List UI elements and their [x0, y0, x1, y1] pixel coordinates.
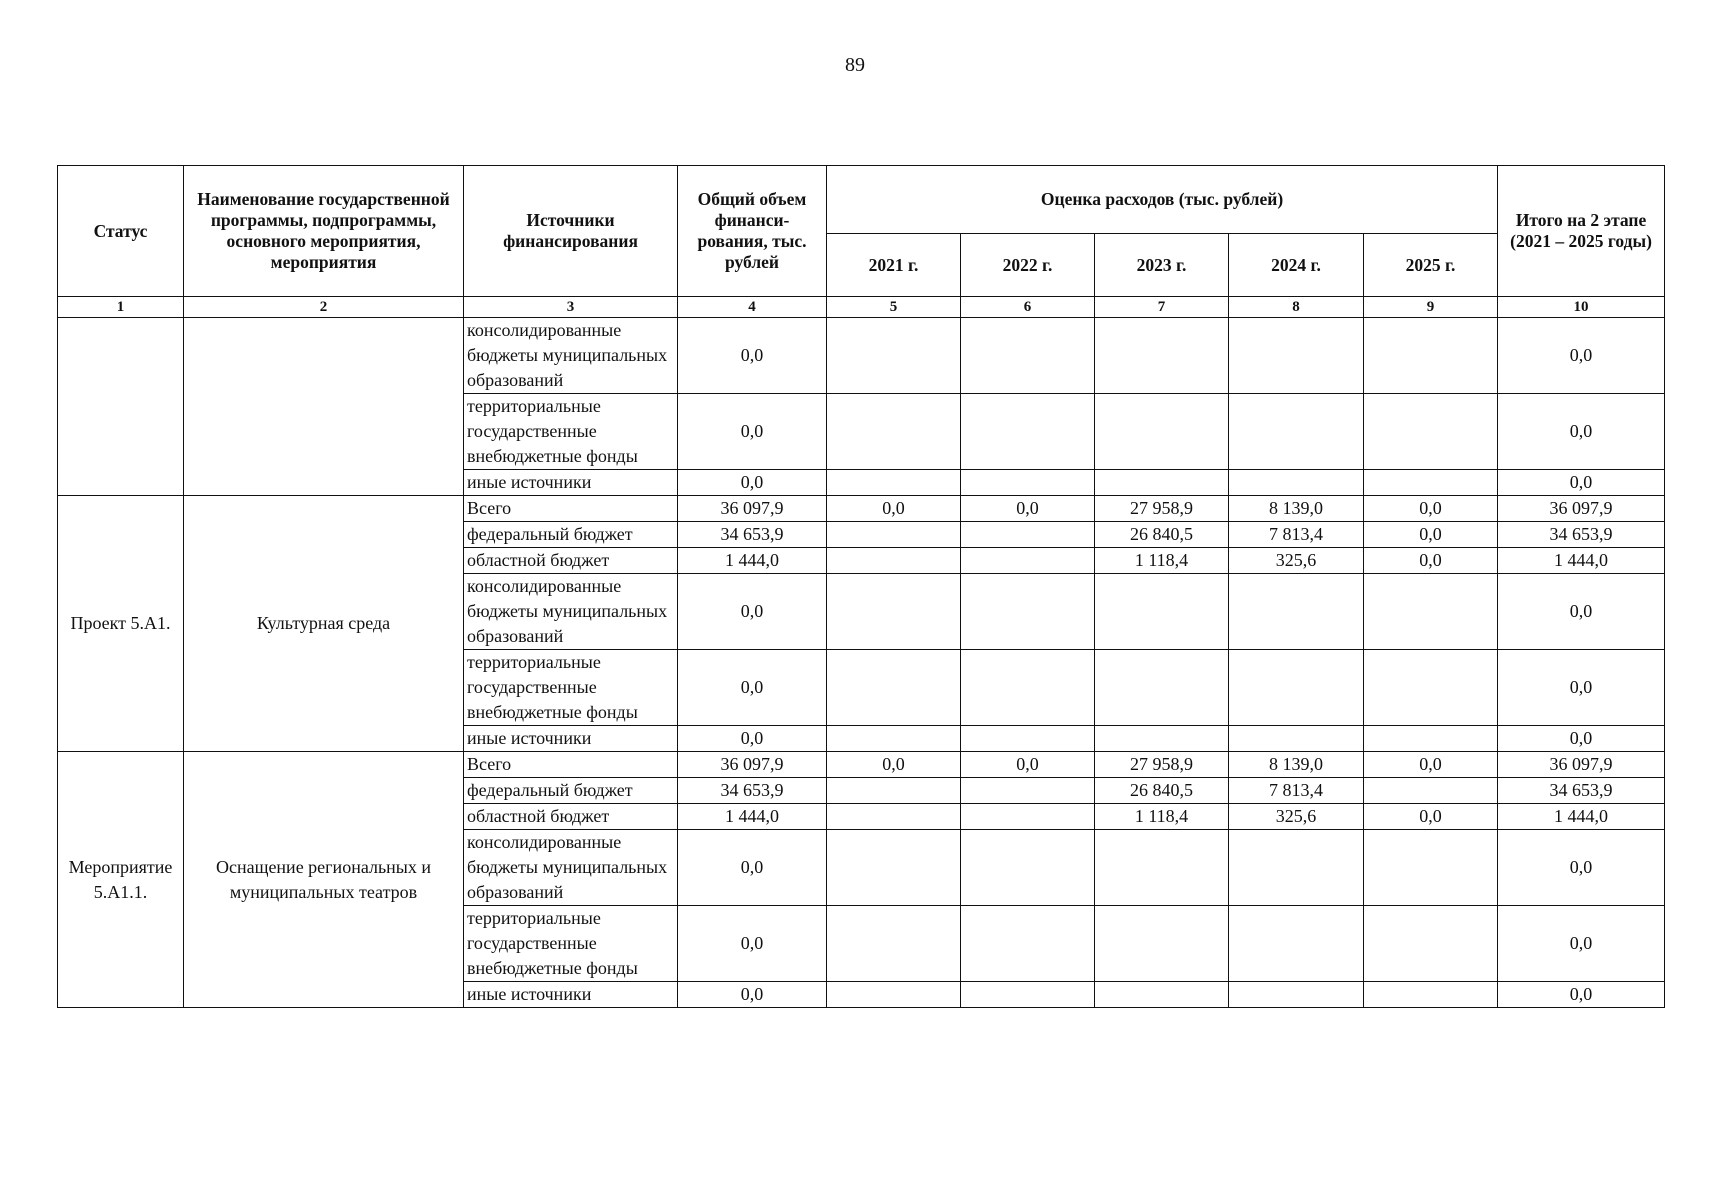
value-cell-y2024 — [1229, 318, 1364, 394]
value-cell-y2022 — [961, 470, 1095, 496]
header-estimate: Оценка расходов (тыс. рублей) — [827, 166, 1498, 234]
header-year: 2022 г. — [961, 234, 1095, 297]
value-cell-y2025: 0,0 — [1364, 548, 1498, 574]
value-cell-stage: 34 653,9 — [1498, 778, 1665, 804]
value-cell-y2024: 7 813,4 — [1229, 522, 1364, 548]
value-cell-y2025 — [1364, 830, 1498, 906]
value-cell-y2023: 1 118,4 — [1095, 804, 1229, 830]
value-cell-y2022: 0,0 — [961, 496, 1095, 522]
value-cell-y2023 — [1095, 650, 1229, 726]
value-cell-y2022 — [961, 650, 1095, 726]
funding-source-cell: иные источники — [464, 470, 678, 496]
funding-source-cell: консолидированные бюджеты муниципальных образований — [464, 830, 678, 906]
value-cell-y2021 — [827, 778, 961, 804]
value-cell-y2021 — [827, 906, 961, 982]
value-cell-y2022 — [961, 804, 1095, 830]
value-cell-y2023 — [1095, 830, 1229, 906]
value-cell-stage: 0,0 — [1498, 394, 1665, 470]
funding-source-cell: федеральный бюджет — [464, 522, 678, 548]
value-cell-total: 0,0 — [678, 830, 827, 906]
funding-source-cell: консолидированные бюджеты муниципальных образований — [464, 574, 678, 650]
value-cell-y2025 — [1364, 906, 1498, 982]
header-year: 2021 г. — [827, 234, 961, 297]
value-cell-y2024: 7 813,4 — [1229, 778, 1364, 804]
funding-source-cell: областной бюджет — [464, 804, 678, 830]
value-cell-y2023: 27 958,9 — [1095, 752, 1229, 778]
value-cell-y2024: 325,6 — [1229, 548, 1364, 574]
column-number: 5 — [827, 297, 961, 318]
value-cell-total: 0,0 — [678, 650, 827, 726]
funding-source-cell: Всего — [464, 496, 678, 522]
value-cell-y2023: 26 840,5 — [1095, 778, 1229, 804]
value-cell-y2025: 0,0 — [1364, 522, 1498, 548]
value-cell-y2023 — [1095, 982, 1229, 1008]
value-cell-y2024: 8 139,0 — [1229, 752, 1364, 778]
value-cell-y2025 — [1364, 470, 1498, 496]
value-cell-y2023 — [1095, 726, 1229, 752]
value-cell-y2022 — [961, 982, 1095, 1008]
financing-table — [57, 165, 1665, 1008]
funding-source-cell: иные источники — [464, 726, 678, 752]
value-cell-y2025 — [1364, 650, 1498, 726]
value-cell-stage: 1 444,0 — [1498, 548, 1665, 574]
column-numbers-row — [58, 297, 1665, 318]
value-cell-stage: 0,0 — [1498, 650, 1665, 726]
funding-source-cell: федеральный бюджет — [464, 778, 678, 804]
funding-source-cell: консолидированные бюджеты муниципальных образований — [464, 318, 678, 394]
value-cell-y2021: 0,0 — [827, 496, 961, 522]
value-cell-y2024 — [1229, 906, 1364, 982]
value-cell-total: 0,0 — [678, 394, 827, 470]
column-number: 4 — [678, 297, 827, 318]
header-year: 2025 г. — [1364, 234, 1498, 297]
value-cell-y2022 — [961, 726, 1095, 752]
status-cell: Проект 5.А1. — [58, 496, 184, 752]
value-cell-y2021 — [827, 548, 961, 574]
value-cell-total: 36 097,9 — [678, 752, 827, 778]
value-cell-total: 0,0 — [678, 982, 827, 1008]
funding-source-cell: территориальные государственные внебюджетные фонды — [464, 394, 678, 470]
page-number: 89 — [845, 54, 865, 76]
status-cell: Мероприятие 5.А1.1. — [58, 752, 184, 1008]
value-cell-y2025 — [1364, 726, 1498, 752]
funding-source-cell: территориальные государственные внебюджетные фонды — [464, 906, 678, 982]
value-cell-y2021 — [827, 650, 961, 726]
table-body — [58, 318, 1665, 1008]
column-number: 6 — [961, 297, 1095, 318]
value-cell-y2025 — [1364, 318, 1498, 394]
value-cell-total: 0,0 — [678, 726, 827, 752]
value-cell-total: 0,0 — [678, 318, 827, 394]
value-cell-stage: 0,0 — [1498, 574, 1665, 650]
value-cell-y2021 — [827, 726, 961, 752]
header-stage-total: Итого на 2 этапе (2021 – 2025 годы) — [1498, 166, 1665, 297]
value-cell-y2025 — [1364, 982, 1498, 1008]
value-cell-y2021 — [827, 830, 961, 906]
header-total: Общий объем финанси-рования, тыс. рублей — [678, 166, 827, 297]
value-cell-y2021 — [827, 574, 961, 650]
value-cell-y2021 — [827, 318, 961, 394]
value-cell-stage: 36 097,9 — [1498, 496, 1665, 522]
value-cell-stage: 1 444,0 — [1498, 804, 1665, 830]
value-cell-y2025 — [1364, 778, 1498, 804]
value-cell-y2023: 1 118,4 — [1095, 548, 1229, 574]
value-cell-stage: 0,0 — [1498, 906, 1665, 982]
funding-source-cell: областной бюджет — [464, 548, 678, 574]
value-cell-stage: 0,0 — [1498, 982, 1665, 1008]
value-cell-y2024 — [1229, 982, 1364, 1008]
value-cell-y2021 — [827, 522, 961, 548]
value-cell-y2021 — [827, 394, 961, 470]
value-cell-y2021: 0,0 — [827, 752, 961, 778]
value-cell-y2022 — [961, 830, 1095, 906]
column-number: 9 — [1364, 297, 1498, 318]
value-cell-stage: 0,0 — [1498, 470, 1665, 496]
value-cell-y2024: 8 139,0 — [1229, 496, 1364, 522]
value-cell-y2023 — [1095, 906, 1229, 982]
table-header — [58, 166, 1665, 318]
value-cell-y2025 — [1364, 394, 1498, 470]
value-cell-y2025: 0,0 — [1364, 752, 1498, 778]
column-number: 3 — [464, 297, 678, 318]
value-cell-y2024 — [1229, 574, 1364, 650]
table-row — [58, 318, 1665, 394]
column-number: 8 — [1229, 297, 1364, 318]
table-row — [58, 496, 1665, 522]
column-number: 7 — [1095, 297, 1229, 318]
program-name-cell: Культурная среда — [184, 496, 464, 752]
value-cell-y2021 — [827, 804, 961, 830]
funding-source-cell: иные источники — [464, 982, 678, 1008]
column-number: 2 — [184, 297, 464, 318]
value-cell-total: 34 653,9 — [678, 778, 827, 804]
funding-source-cell: Всего — [464, 752, 678, 778]
table-row — [58, 752, 1665, 778]
value-cell-stage: 0,0 — [1498, 318, 1665, 394]
value-cell-y2022 — [961, 318, 1095, 394]
value-cell-y2023: 26 840,5 — [1095, 522, 1229, 548]
value-cell-y2022: 0,0 — [961, 752, 1095, 778]
value-cell-total: 1 444,0 — [678, 548, 827, 574]
value-cell-y2022 — [961, 394, 1095, 470]
column-number: 10 — [1498, 297, 1665, 318]
value-cell-stage: 0,0 — [1498, 726, 1665, 752]
value-cell-y2024: 325,6 — [1229, 804, 1364, 830]
value-cell-y2022 — [961, 574, 1095, 650]
value-cell-total: 0,0 — [678, 906, 827, 982]
value-cell-y2023 — [1095, 470, 1229, 496]
value-cell-y2023: 27 958,9 — [1095, 496, 1229, 522]
value-cell-y2022 — [961, 906, 1095, 982]
value-cell-y2025: 0,0 — [1364, 804, 1498, 830]
value-cell-y2021 — [827, 982, 961, 1008]
value-cell-stage: 36 097,9 — [1498, 752, 1665, 778]
program-name-cell — [184, 318, 464, 496]
value-cell-y2024 — [1229, 394, 1364, 470]
value-cell-y2024 — [1229, 650, 1364, 726]
value-cell-y2025: 0,0 — [1364, 496, 1498, 522]
value-cell-total: 1 444,0 — [678, 804, 827, 830]
program-name-cell: Оснащение региональных и муниципальных театров — [184, 752, 464, 1008]
value-cell-y2024 — [1229, 726, 1364, 752]
value-cell-y2024 — [1229, 470, 1364, 496]
header-name: Наименование государственной программы, подпрограммы, основного мероприятия, мероприятия — [184, 166, 464, 297]
column-number: 1 — [58, 297, 184, 318]
value-cell-y2023 — [1095, 394, 1229, 470]
value-cell-total: 0,0 — [678, 574, 827, 650]
value-cell-stage: 0,0 — [1498, 830, 1665, 906]
value-cell-total: 36 097,9 — [678, 496, 827, 522]
header-status: Статус — [58, 166, 184, 297]
value-cell-total: 0,0 — [678, 470, 827, 496]
value-cell-y2023 — [1095, 574, 1229, 650]
header-sources: Источники финансирования — [464, 166, 678, 297]
header-year: 2023 г. — [1095, 234, 1229, 297]
value-cell-y2022 — [961, 522, 1095, 548]
funding-source-cell: территориальные государственные внебюджетные фонды — [464, 650, 678, 726]
value-cell-y2022 — [961, 548, 1095, 574]
value-cell-y2021 — [827, 470, 961, 496]
header-year: 2024 г. — [1229, 234, 1364, 297]
value-cell-total: 34 653,9 — [678, 522, 827, 548]
value-cell-y2023 — [1095, 318, 1229, 394]
value-cell-y2024 — [1229, 830, 1364, 906]
value-cell-y2022 — [961, 778, 1095, 804]
value-cell-stage: 34 653,9 — [1498, 522, 1665, 548]
status-cell — [58, 318, 184, 496]
value-cell-y2025 — [1364, 574, 1498, 650]
